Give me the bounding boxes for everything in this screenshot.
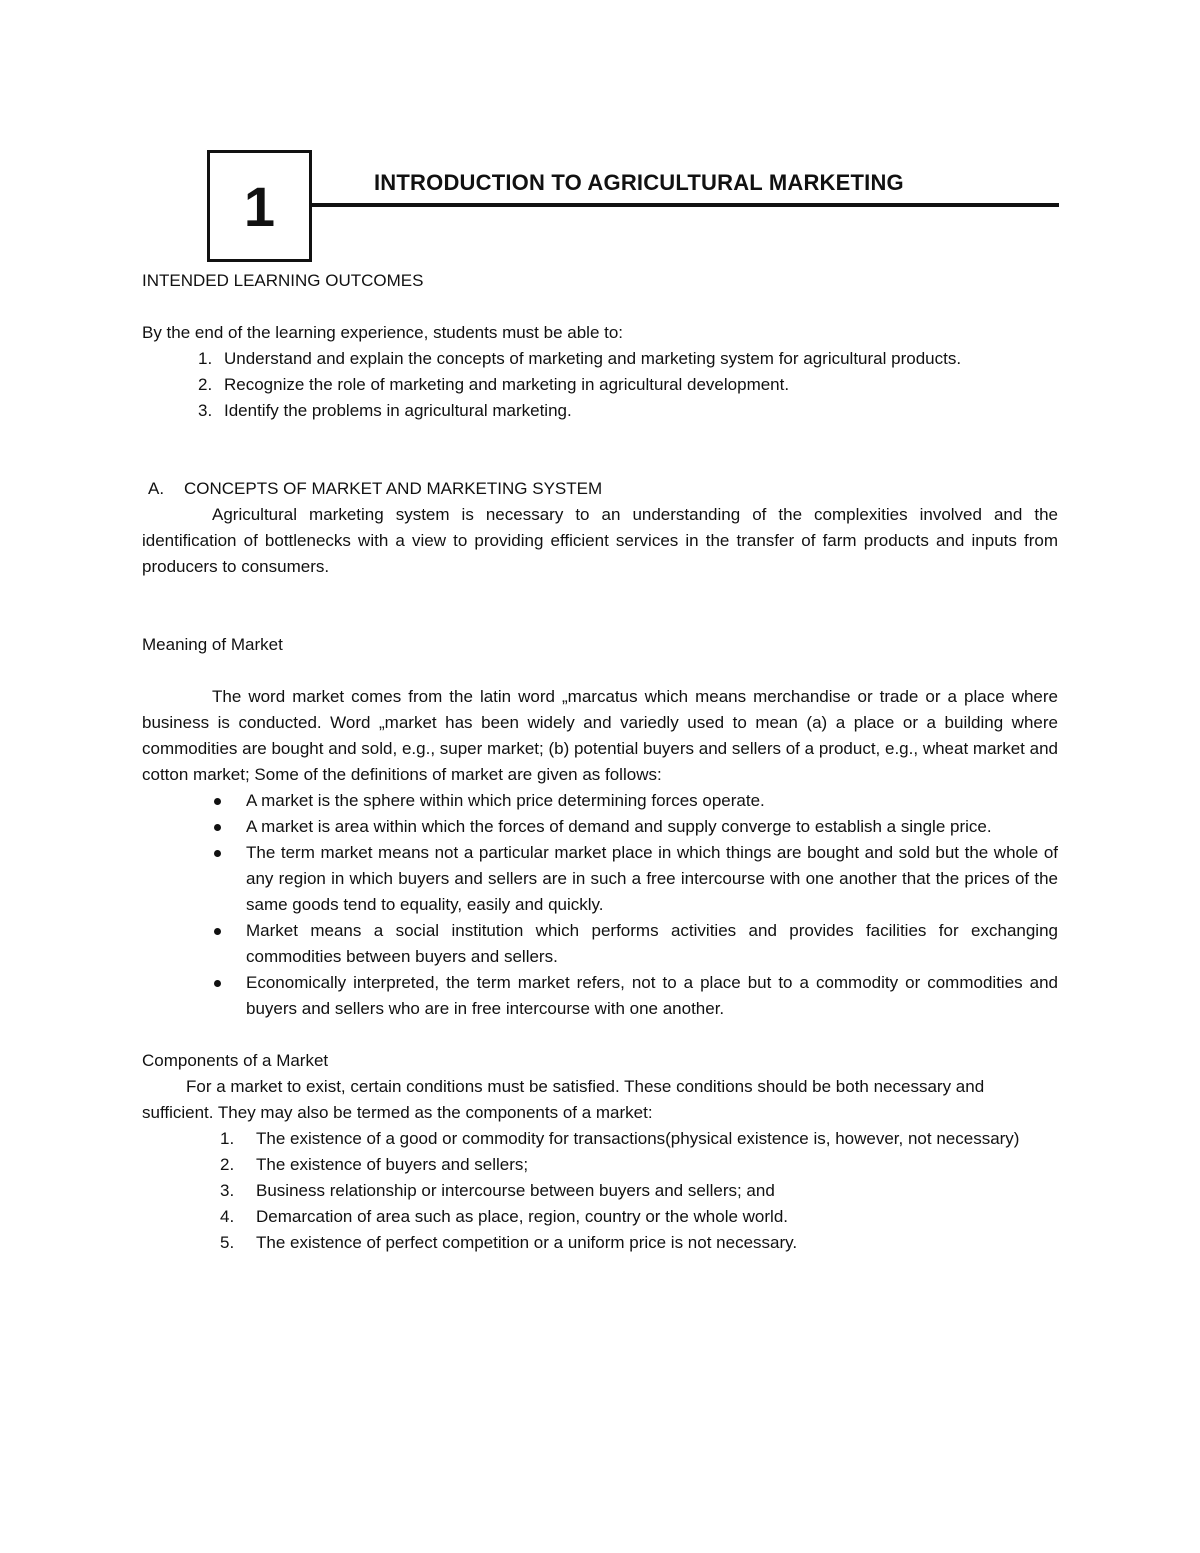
list-number: 2. xyxy=(198,375,213,394)
definition-text: Economically interpreted, the term market refers, not to a place but to a commodity or commodities and buyers and sellers who are in free intercourse with one another. xyxy=(246,973,1058,1018)
definition-item xyxy=(142,970,1058,1022)
bullet-icon xyxy=(214,798,221,805)
component-item xyxy=(142,1178,1058,1204)
list-number: 4. xyxy=(220,1207,235,1226)
definition-text: Market means a social institution which performs activities and provides facilities for exchanging commodities between buyers and sellers. xyxy=(246,921,1058,966)
component-text: The existence of buyers and sellers; xyxy=(256,1155,529,1174)
definitions-list xyxy=(142,788,1058,1022)
ilo-item xyxy=(142,372,1058,398)
ilo-item xyxy=(142,346,1058,372)
definition-item xyxy=(142,840,1058,918)
components-paragraph: For a market to exist, certain conditions must be satisfied. These conditions should be both necessary and sufficient. They may also be termed as the components of a market: xyxy=(142,1077,985,1122)
components-list xyxy=(142,1126,1058,1256)
bullet-icon xyxy=(214,824,221,831)
component-item xyxy=(142,1230,1058,1256)
meaning-paragraph: The word market comes from the latin word „marcatus which means merchandise or trade or a place where business is conducted. Word „market has been widely and variedly used to mean (a) a place or a building where commodities are bought and sold, e.g., super market; (b) potential buyers and sellers of a product, e.g., wheat market and cotton market; Some of the definitions of market are given as follows: xyxy=(142,687,1058,784)
chapter-title-rule xyxy=(312,203,1059,207)
ilo-heading: INTENDED LEARNING OUTCOMES xyxy=(142,271,424,290)
bullet-icon xyxy=(214,980,221,987)
list-number: 5. xyxy=(220,1233,235,1252)
bullet-icon xyxy=(214,928,221,935)
list-number: 1. xyxy=(220,1129,235,1148)
component-text: Demarcation of area such as place, region, country or the whole world. xyxy=(256,1207,788,1226)
component-item xyxy=(142,1126,1058,1152)
section-a-title: CONCEPTS OF MARKET AND MARKETING SYSTEM xyxy=(184,479,603,498)
section-a-paragraph: Agricultural marketing system is necessary to an understanding of the complexities involved and the identification of bottlenecks with a view to providing efficient services in the transfer of farm products and inputs from producers to consumers. xyxy=(142,505,1058,576)
definition-text: The term market means not a particular market place in which things are bought and sold but the whole of any region in which buyers and sellers are in such a free intercourse with one another that the prices of the same goods tend to equality, easily and quickly. xyxy=(246,843,1058,914)
component-text: Business relationship or intercourse between buyers and sellers; and xyxy=(256,1181,775,1200)
ilo-item-text: Understand and explain the concepts of marketing and marketing system for agricultural products. xyxy=(224,349,962,368)
component-item xyxy=(142,1152,1058,1178)
component-item xyxy=(142,1204,1058,1230)
list-number: 1. xyxy=(198,349,213,368)
chapter-number: 1 xyxy=(243,174,276,238)
ilo-item-text: Recognize the role of marketing and marketing in agricultural development. xyxy=(224,375,790,394)
list-number: 3. xyxy=(198,401,213,420)
ilo-item xyxy=(142,398,1058,424)
list-number: 3. xyxy=(220,1181,235,1200)
component-text: The existence of perfect competition or a uniform price is not necessary. xyxy=(256,1233,798,1252)
definition-item xyxy=(142,918,1058,970)
chapter-title: INTRODUCTION TO AGRICULTURAL MARKETING xyxy=(374,170,904,195)
list-number: 2. xyxy=(220,1155,235,1174)
definition-item xyxy=(142,814,1058,840)
document-body xyxy=(142,268,1058,1256)
definition-item xyxy=(142,788,1058,814)
section-letter: A. xyxy=(148,479,165,498)
chapter-number-box xyxy=(207,150,312,262)
ilo-item-text: Identify the problems in agricultural marketing. xyxy=(224,401,572,420)
section-a-heading xyxy=(142,476,1058,502)
ilo-list xyxy=(142,346,1058,424)
definition-text: A market is the sphere within which price determining forces operate. xyxy=(246,791,765,810)
component-text: The existence of a good or commodity for transactions(physical existence is, however, not necessary) xyxy=(256,1129,1020,1148)
components-heading: Components of a Market xyxy=(142,1051,329,1070)
ilo-intro: By the end of the learning experience, students must be able to: xyxy=(142,323,624,342)
meaning-heading: Meaning of Market xyxy=(142,635,283,654)
bullet-icon xyxy=(214,850,221,857)
definition-text: A market is area within which the forces of demand and supply converge to establish a single price. xyxy=(246,817,992,836)
